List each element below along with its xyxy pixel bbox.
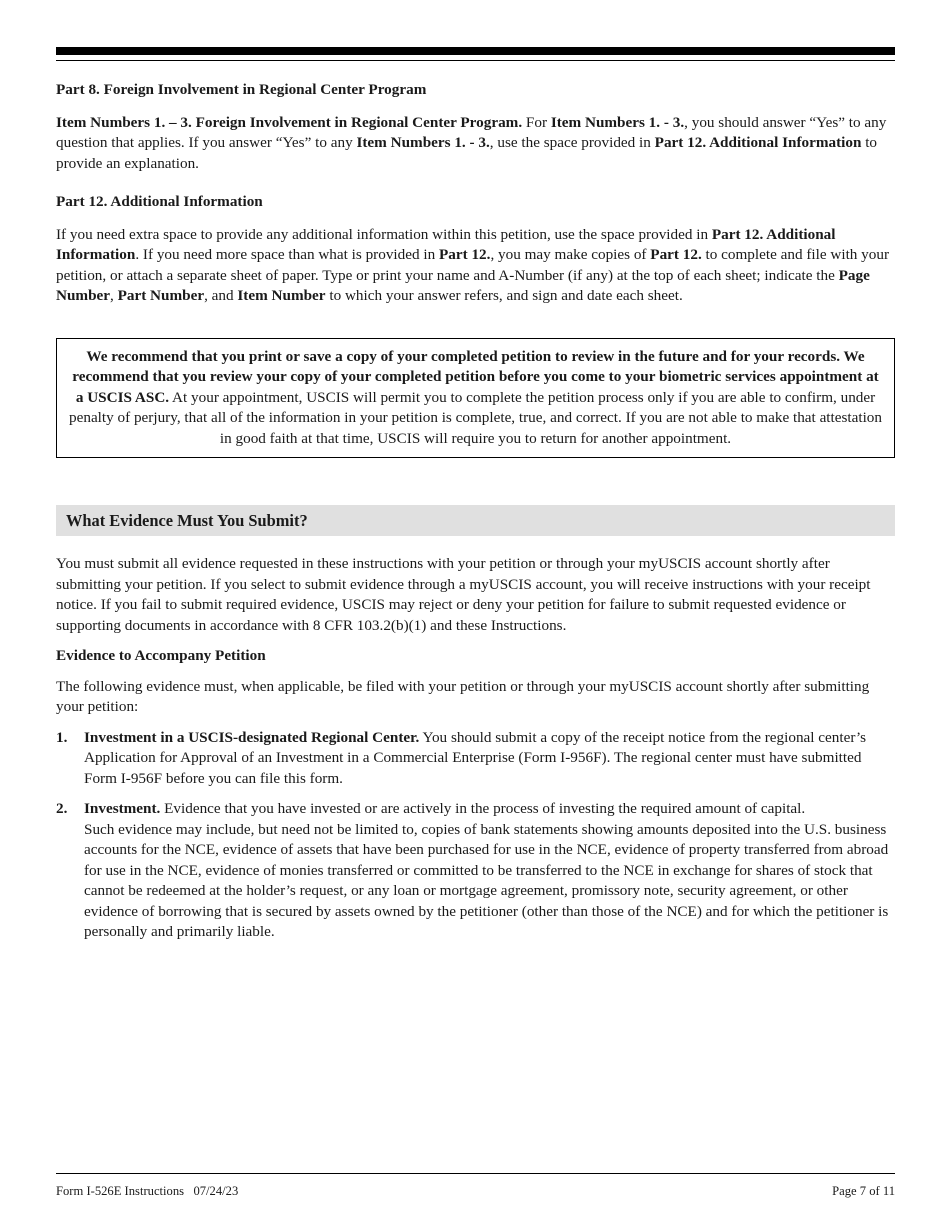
bold-run: Part Number [117, 287, 205, 304]
text-run: . If you need more space than what is provided in [135, 246, 439, 263]
text-run: to complete and file with your petition, or attach a separate sheet of paper. Type or print your name and A-Number (if any) at the top of each sheet; indicate the [56, 246, 890, 284]
bold-run: Item Numbers 1. - 3. [550, 113, 685, 131]
bold-run: Item Numbers 1. - 3. [356, 134, 490, 151]
notice-bold-text: We recommend that you print or save a copy of your completed petition to review in the future and for your records. We recommend that you review your copy of your completed petition before you come to your biometric services appointment at a USCIS ASC. [72, 347, 879, 406]
text-run: to provide an explanation. [56, 134, 878, 172]
text-run: , [110, 287, 118, 304]
list-item-text: Evidence that you have invested or are actively in the process of investing the required amount of capital. [160, 800, 806, 817]
part8-paragraph [56, 113, 895, 175]
text-run: , use the space provided in [489, 134, 655, 151]
list-number: 2. [56, 800, 68, 817]
text-run: , you should answer “Yes” to any question that applies. If you answer “Yes” to any [56, 113, 887, 151]
list-item-title: Investment in a USCIS-designated Regional Center. [84, 728, 420, 746]
text-run: to which your answer refers, and sign and date each sheet. [325, 287, 683, 304]
bold-run: Page Number [56, 266, 870, 304]
page-content [56, 80, 895, 943]
notice-text: At your appointment, USCIS will permit you to complete the petition process only if you are able to confirm, under penalty of perjury, that all of the information in your petition is complete, true, and correct. If you are not able to make that attestation in good faith at that time, USCIS will require you to return for another appointment. [69, 388, 882, 447]
footer-form-id: Form I-526E Instructions 07/24/23 [56, 1184, 239, 1198]
text-run: , and [204, 287, 238, 304]
list-item-text: You should submit a copy of the receipt notice from the regional center’s Application for Approval of an Investment in a Commercial Enterprise (Form I-956F). The regional center must have submitted Form I-956F before you can file this form. [84, 728, 867, 787]
evidence-subheading: Evidence to Accompany Petition [56, 647, 266, 664]
part8-heading: Part 8. Foreign Involvement in Regional Center Program [56, 81, 427, 98]
header-thick-rule [56, 47, 895, 55]
list-item [56, 799, 895, 820]
list-number: 1. [56, 728, 68, 746]
text-run: For [522, 113, 551, 131]
section-title-evidence: What Evidence Must You Submit? [56, 505, 895, 536]
text-run: , you may make copies of [490, 246, 651, 263]
bold-run: Part 12. Additional Information [56, 225, 836, 263]
bold-run: Part 12. [650, 246, 702, 263]
list-item [56, 728, 895, 790]
bold-run: Part 12. [438, 246, 491, 263]
bold-run: Part 12. Additional Information [654, 134, 862, 151]
list-item-detail: Such evidence may include, but need not be limited to, copies of bank statements showing amounts deposited into the U.S. business accounts for the NCE, evidence of assets that have been purchased for use in the NCE, evidence of property transferred from abroad for use in the NCE, evidence of monies transferred or committed to be transferred to the NCE in exchange for shares of stock that cannot be redeemed at the holder’s request, or any loan or mortgage agreement, promissory note, security agreement, or other evidence of borrowing that is secured by assets owned by the petitioner (other than those of the NCE) and for which the petitioner is personally and primarily liable. [84, 820, 889, 940]
evidence-subintro: The following evidence must, when applicable, be filed with your petition or through your myUSCIS account shortly after submitting your petition: [56, 677, 870, 715]
footer-page-number: Page 7 of 11 [832, 1184, 895, 1198]
part8-item-label: Item Numbers 1. – 3. Foreign Involvement in Regional Center Program. [56, 113, 523, 131]
part12-paragraph [56, 225, 895, 307]
evidence-intro: You must submit all evidence requested in these instructions with your petition or through your myUSCIS account shortly after submitting your petition. If you select to submit evidence through a myUSCIS account, you will receive instructions with your receipt notice. If you fail to submit required evidence, USCIS may reject or deny your petition for failure to submit requested evidence or supporting documents in accordance with 8 CFR 103.2(b)(1) and these Instructions. [56, 555, 871, 634]
part12-heading: Part 12. Additional Information [56, 193, 263, 210]
footer-rule [56, 1173, 895, 1174]
recommendation-notice-box [56, 338, 895, 459]
bold-run: Item Number [237, 287, 326, 304]
text-run: If you need extra space to provide any additional information within this petition, use the space provided in [56, 225, 712, 243]
header-thin-rule [56, 60, 895, 61]
list-item-title: Investment. [84, 800, 161, 817]
